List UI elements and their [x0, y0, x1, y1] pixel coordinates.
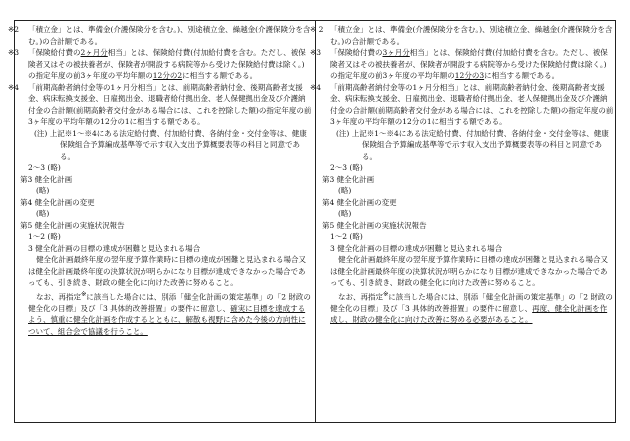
note-3-post: に相当する額である。 — [182, 71, 258, 80]
note-4 — [8, 82, 312, 128]
note-3-months: 3ヶ月分 — [382, 48, 410, 57]
section-3-body: 健全化計画最終年度の翌年度予算作業時に目標の達成が困難と見込まれる場合又は健全化計画最終年度の決算状況が明らかになり目標が達成できなかった場合であっても、引き続き、財政の健全化に向けた改善に努めること。 — [330, 255, 608, 287]
note-3-mark: ※3 — [310, 48, 322, 57]
note-caution — [322, 128, 614, 163]
section-3-body-2-pre: なお、再指定 — [36, 292, 81, 301]
revised-column — [8, 24, 312, 420]
chapter-4-heading: 第4 健全化計画の変更 — [322, 197, 397, 207]
note-3-fraction: 12分の3 — [454, 71, 485, 80]
chapter-5-heading: 第5 健全化計画の実施状況報告 — [20, 220, 125, 230]
note-caution-mark: (注) — [336, 128, 350, 138]
chapter-4-heading: 第4 健全化計画の変更 — [20, 197, 95, 207]
section-3-body-2 — [20, 289, 312, 338]
note-4-text: 「前期高齢者納付金等の1ヶ月分相当」とは、前期高齢者納付金、後期高齢者支援金、病床転換支援金、日雇拠出金、退職者給付拠出金、老人保健拠出金及び介護納付金の合計額(前期高齢者交付金がある場合には、これを控除した額)の指定年度の前3ヶ年度の平均年額の12分の1に相当する額である。 — [330, 82, 614, 126]
note-4-mark: ※4 — [310, 82, 322, 92]
current-column — [310, 24, 614, 420]
note-3-pre: 「保険給付費の — [330, 48, 383, 57]
section-3-heading: 3 健全化計画の目標の達成が困難と見込まれる場合 — [28, 243, 201, 253]
note-4-mark: ※4 — [8, 82, 20, 92]
note-2-text: 「積立金」とは、準備金(介護保険分を含む。)、別途積立金、繰越金(介護保険分を含む。)の合計額である。 — [28, 25, 311, 46]
section-3-body-2-mid: に該当した場合には、別添「健全化計画の策定基準」の「2 財政の健全化の目標」及び「3 具体的改善措置」の要件に留意し、 — [28, 292, 311, 313]
note-3-pre: 「保険給付費の — [28, 48, 81, 57]
note-3 — [310, 47, 614, 82]
chapter-3-omitted: (略) — [338, 186, 352, 195]
section-1-2: 1～2 (略) — [28, 232, 61, 241]
note-3-mid: 相当」とは、保険給付費(付加給付費を含む。ただし、被保険者又はその被扶養者が、保険者が開設する病院等から受けた保険給付費は除く。)の指定年度の前3ヶ年度の平均年額の — [330, 48, 608, 80]
section-2-3: 2～3 (略) — [330, 163, 363, 172]
note-3-post: に相当する額である。 — [484, 71, 560, 80]
note-2 — [310, 24, 614, 47]
note-caution-text: 上記※1～※4にある法定給付費、付加給付費、各納付金・交付金等は、健康保険組合予算編成基準等で示す収入支出予算概要表等の科目と同意である。 — [351, 128, 609, 161]
footnote-mark: ※ — [81, 290, 87, 298]
section-3-body: 健全化計画最終年度の翌年度予算作業時に目標の達成が困難と見込まれる場合又は健全化計画最終年度の決算状況が明らかになり目標が達成できなかった場合であっても、引き続き、財政の健全化に向けた改善に努めること。 — [28, 255, 306, 287]
chapter-3-heading: 第3 健全化計画 — [20, 174, 73, 184]
section-3-body-2 — [322, 289, 614, 326]
chapter-3-omitted: (略) — [36, 186, 50, 195]
note-3 — [8, 47, 312, 82]
section-1-2: 1～2 (略) — [330, 232, 363, 241]
note-caution-mark: (注) — [34, 128, 48, 138]
note-2-text: 「積立金」とは、準備金(介護保険分を含む。)、別途積立金、繰越金(介護保険分を含む。)の合計額である。 — [330, 25, 613, 46]
note-2-mark: ※2 — [8, 25, 20, 34]
note-3-mark: ※3 — [8, 48, 20, 57]
note-2 — [8, 24, 312, 47]
chapter-3-heading: 第3 健全化計画 — [322, 174, 375, 184]
chapter-4-omitted: (略) — [338, 209, 352, 218]
note-4 — [310, 82, 614, 128]
note-3-fraction: 12分の2 — [152, 71, 183, 80]
section-3-body-2-pre: なお、再指定 — [338, 292, 383, 301]
chapter-5-heading: 第5 健全化計画の実施状況報告 — [322, 220, 427, 230]
note-2-mark: ※ 2 — [310, 25, 324, 34]
note-3-months: 2ヶ月分 — [80, 48, 108, 57]
note-caution-text: 上記※1～※4にある法定給付費、付加給付費、各納付金・交付金等は、健康保険組合予算編成基準等で示す収入支出予算概要表等の科目と同意である。 — [49, 128, 307, 161]
section-3-heading: 3 健全化計画の目標の達成が困難と見込まれる場合 — [330, 243, 503, 253]
chapter-4-omitted: (略) — [36, 209, 50, 218]
note-4-text: 「前期高齢者納付金等の1ヶ月分相当」とは、前期高齢者納付金、後期高齢者支援金、病床転換支援金、日雇拠出金、退職者給付拠出金、老人保健拠出金及び介護納付金の合計額(前期高齢者交付金がある場合には、これを控除した額)の指定年度の前3ヶ年度の平均年額の12分の1に相当する額である。 — [28, 82, 312, 126]
note-caution — [20, 128, 312, 163]
section-2-3: 2～3 (略) — [28, 163, 61, 172]
section-3-body-2-current: 再度、健全化計画を作成し、財政の健全化に向けた改善に努める必要があること。 — [330, 303, 608, 324]
footnote-mark: ※ — [383, 290, 389, 298]
section-3-body-2-mid: に該当した場合には、別添「健全化計画の策定基準」の「2 財政の健全化の目標」及び「3 具体的改善措置」の要件に留意し、 — [330, 292, 613, 313]
note-3-mid: 相当」とは、保険給付費(付加給付費を含む。ただし、被保険者又はその被扶養者が、保険者が開設する病院等から受けた保険給付費は除く。)の指定年度の前3ヶ年度の平均年額の — [28, 48, 306, 80]
column-divider — [315, 20, 316, 423]
section-3-body-2-revised: 確実に目標を達成するよう、慎重に健全化計画を作成するとともに、解散も視野に含めた今後の方向性について、組合会で協議を行うこと。 — [28, 303, 306, 336]
